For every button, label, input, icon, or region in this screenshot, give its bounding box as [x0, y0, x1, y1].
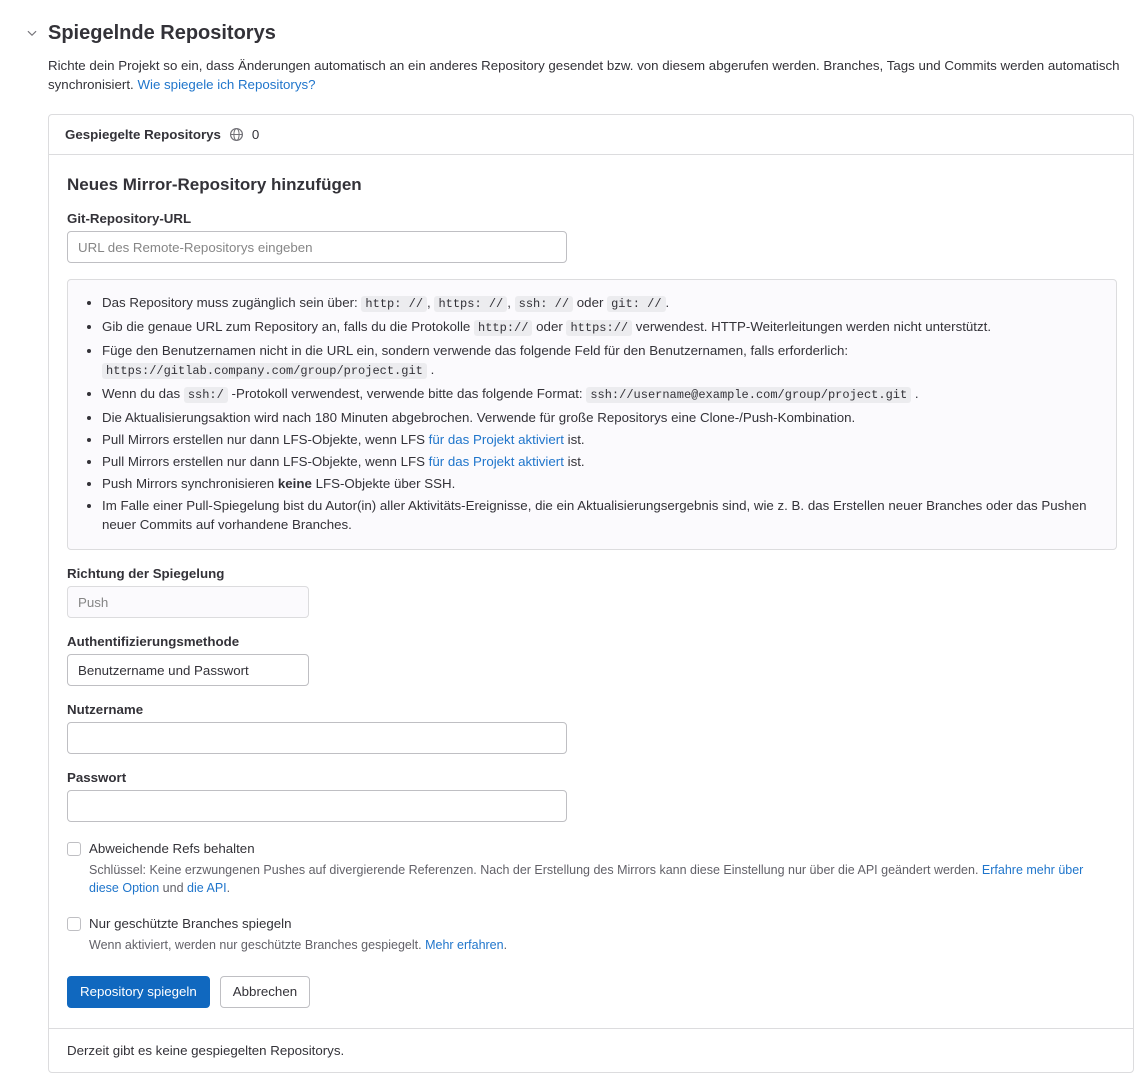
keep-divergent-refs-checkbox[interactable] — [67, 842, 81, 856]
info-item-username — [102, 341, 1102, 381]
code-http: http: // — [361, 296, 427, 312]
mirror-help-link[interactable]: Wie spiegele ich Repositorys? — [137, 77, 316, 92]
info-item-3-end: . — [430, 362, 435, 377]
page-title: Spiegelnde Repositorys — [48, 22, 276, 44]
keep-divergent-refs-help — [89, 861, 1115, 897]
info-item-ssh-format — [102, 384, 1102, 405]
info-item-2-or: oder — [536, 319, 563, 334]
section-description — [48, 56, 1135, 94]
sep-2: , — [507, 295, 511, 310]
info-item-lfs-pull-1 — [102, 430, 1102, 449]
code-https-proto: https:// — [566, 320, 632, 336]
info-item-protocols — [102, 293, 1102, 314]
direction-label: Richtung der Spiegelung — [67, 566, 225, 581]
code-example-url: https://gitlab.company.com/group/project.git — [102, 363, 427, 379]
cancel-button[interactable]: Abbrechen — [220, 976, 310, 1008]
mirror-repository-button[interactable]: Repository spiegeln — [67, 976, 210, 1008]
api-doc-link[interactable]: die API — [187, 881, 227, 895]
info-item-lfs-pull-2 — [102, 452, 1102, 471]
chevron-down-icon[interactable] — [24, 14, 48, 50]
code-http-proto: http:// — [474, 320, 532, 336]
card-header-label: Gespiegelte Repositorys — [65, 127, 221, 142]
card-header — [49, 115, 1133, 155]
section-header — [24, 14, 1135, 50]
protected-branches-end: . — [503, 938, 508, 952]
info-item-timeout: • Die Aktualisierungsaktion wird nach 180 Minuten abgebrochen. Verwende für große Repositorys eine Clone-/Push-Kombination. — [102, 408, 1102, 427]
info-item-4-b: -Protokoll verwendest, verwende bitte das folgende Format: — [231, 386, 583, 401]
code-ssh: ssh: // — [515, 296, 573, 312]
code-ssh-proto: ssh:/ — [184, 387, 228, 403]
section-description-text: Richte dein Projekt so ein, dass Änderungen automatisch an ein anderes Repository gesendet bzw. von diesem abgerufen werden. Branches, Tags und Commits werden automatisch synchronisiert. — [48, 58, 1120, 92]
protected-branches-label: Nur geschützte Branches spiegeln — [89, 916, 292, 931]
info-item-2-a: Gib die genaue URL zum Repository an, falls du die Protokolle — [102, 319, 471, 334]
info-item-8-strong: keine — [277, 476, 312, 491]
keep-divergent-refs-label: Abweichende Refs behalten — [89, 841, 255, 856]
password-group — [67, 770, 1115, 822]
lfs-enabled-link-1[interactable]: für das Projekt aktiviert — [428, 432, 564, 447]
username-input[interactable] — [67, 722, 567, 754]
info-item-4-a: Wenn du das — [102, 386, 181, 401]
auth-method-select[interactable] — [67, 654, 309, 686]
info-item-2-b: verwendest. HTTP-Weiterleitungen werden nicht unterstützt. — [635, 319, 992, 334]
sep-1: , — [427, 295, 431, 310]
username-label: Nutzername — [67, 702, 144, 717]
auth-method-label: Authentifizierungsmethode — [67, 634, 240, 649]
git-url-label: Git-Repository-URL — [67, 211, 192, 226]
learn-more-option-link[interactable]: Erfahre mehr über diese Option — [89, 863, 1084, 895]
info-item-1-text: Das Repository muss zugänglich sein über: — [102, 295, 358, 310]
form-actions — [67, 976, 1115, 1008]
keep-divergent-and: und — [162, 881, 184, 895]
mirrored-repositories-card — [48, 114, 1134, 1073]
keep-divergent-help-text: Schlüssel: Keine erzwungenen Pushes auf divergierende Referenzen. Nach der Erstellung des Mirrors kann diese Einstellung nur über die API geändert werden. — [89, 863, 979, 877]
password-label: Passwort — [67, 770, 127, 785]
info-item-6-a: Pull Mirrors erstellen nur dann LFS-Objekte, wenn LFS — [102, 432, 425, 447]
info-item-4-end: . — [914, 386, 919, 401]
info-item-7-a: Pull Mirrors erstellen nur dann LFS-Objekte, wenn LFS — [102, 454, 425, 469]
keep-divergent-refs-row — [67, 840, 1115, 897]
info-item-1-end: . — [665, 295, 670, 310]
protected-branches-checkbox[interactable] — [67, 917, 81, 931]
git-url-group — [67, 211, 1115, 263]
form-title: Neues Mirror-Repository hinzufügen — [67, 175, 362, 194]
mirror-direction-select[interactable] — [67, 586, 309, 618]
lfs-enabled-link-2[interactable]: für das Projekt aktiviert — [428, 454, 564, 469]
code-https: https: // — [434, 296, 507, 312]
info-item-8-a: Push Mirrors synchronisieren — [102, 476, 275, 491]
info-item-3-a: Füge den Benutzernamen nicht in die URL ein, sondern verwende das folgende Feld für den Benutzernamen, falls erforderlich: — [102, 343, 849, 358]
protected-branches-help-text: Wenn aktiviert, werden nur geschützte Branches gespiegelt. — [89, 938, 422, 952]
empty-state-text: Derzeit gibt es keine gespiegelten Repositorys. — [49, 1028, 1133, 1072]
protected-branches-row — [67, 915, 1115, 954]
username-group — [67, 702, 1115, 754]
auth-method-group — [67, 634, 1115, 686]
info-panel — [67, 279, 1117, 550]
info-item-6-b: ist. — [567, 432, 585, 447]
info-item-pull-author: • Im Falle einer Pull-Spiegelung bist du Autor(in) aller Aktivitäts-Ereignisse, die ein Aktualisierungsergebnis sind, wie z. B. das Erstellen neuer Branches oder das Pushen neuer Commits auf vorhandene Branches. — [102, 496, 1102, 534]
info-item-exact-url — [102, 317, 1102, 338]
globe-icon — [229, 127, 244, 142]
password-input[interactable] — [67, 790, 567, 822]
protected-branches-learn-more-link[interactable]: Mehr erfahren — [425, 938, 504, 952]
code-git: git: // — [607, 296, 665, 312]
info-item-1-or: oder — [576, 295, 604, 310]
info-item-8-b: LFS-Objekte über SSH. — [315, 476, 456, 491]
info-item-7-b: ist. — [567, 454, 585, 469]
keep-divergent-end: . — [226, 881, 231, 895]
mirror-count: 0 — [251, 127, 260, 142]
direction-group — [67, 566, 1115, 618]
protected-branches-help — [89, 936, 507, 954]
card-body — [49, 155, 1133, 1008]
code-ssh-url: ssh://username@example.com/group/project.git — [586, 387, 911, 403]
git-url-input[interactable] — [67, 231, 567, 263]
info-item-push-lfs — [102, 474, 1102, 493]
